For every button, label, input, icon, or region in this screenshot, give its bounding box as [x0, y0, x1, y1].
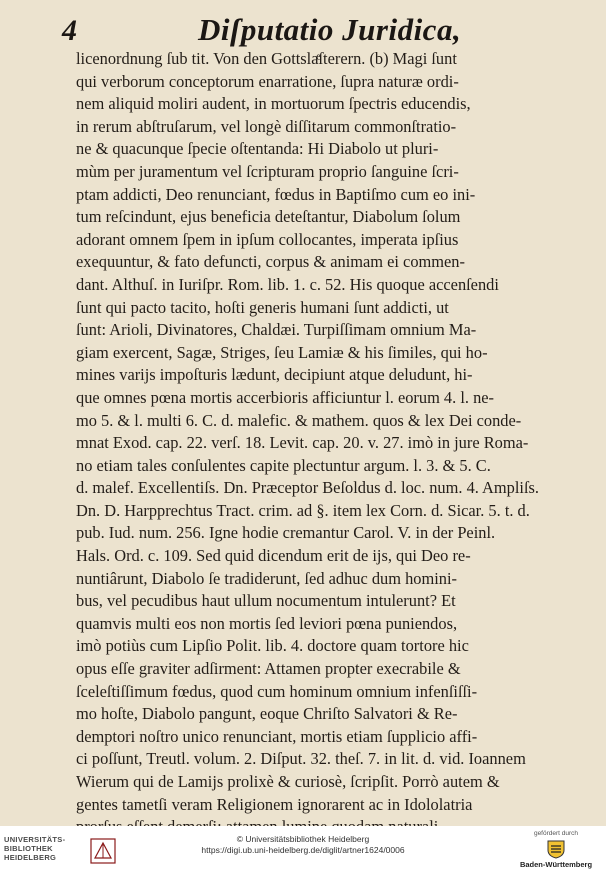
text-line: exequuntur, & fato defuncti, corpus & animam ei commen-	[76, 252, 465, 272]
text-line: Hals. Ord. c. 109. Sed quid dicendum erit de ijs, qui Deo re-	[76, 546, 471, 566]
library-name-line: UNIVERSITÄTS-	[4, 835, 66, 844]
text-line: imò potiùs cum Lipſio Polit. lib. 4. doctore quam tortore hic	[76, 636, 469, 656]
text-line: quamvis multi eos non mortis ſed leviori pœna puniendos,	[76, 613, 458, 633]
page-number: 4	[62, 14, 77, 47]
text-line: dant. Althuſ. in Iuriſpr. Rom. lib. 1. c. 52. His quoque accenſendi	[76, 274, 499, 294]
running-title: Diſputatio Juridica,	[198, 12, 462, 47]
university-library-logo[interactable]	[4, 835, 122, 867]
text-line: d. malef. Excellentiſs. Dn. Præceptor Beſoldus d. loc. num. 4. Ampliſs.	[76, 478, 539, 498]
text-line: ſceleſtiſſimum fœdus, quod cum hominum omnium infenſiſſi-	[76, 681, 478, 701]
library-name-line: BIBLIOTHEK	[4, 844, 53, 853]
text-line: ſunt qui pacto tacito, hoſti generis humani ſunt addicti, ut	[76, 297, 449, 317]
text-line: nem aliquid moliri audent, in mortuorum ſpectris educendis,	[76, 94, 471, 114]
library-crest-icon	[90, 838, 116, 864]
viewer-footer	[0, 826, 606, 871]
text-line: opus eſſe graviter adſirment: Attamen propter execrabile &	[76, 659, 461, 679]
text-line: nuntiârunt, Diabolo ſe tradiderunt, ſed adhuc dum homini-	[76, 568, 457, 588]
text-line: giam exercent, Sagæ, Striges, ſeu Lamiæ & his ſimiles, qui ho-	[76, 342, 488, 362]
credit-block	[170, 834, 436, 856]
text-line: que omnes pœna mortis accerbioris afficiuntur l. eorum 4. l. ne-	[76, 387, 494, 407]
funded-by-label: gefördert durch	[533, 830, 579, 837]
text-line: Wierum qui de Lamijs prolixè & curiosè, ſcripſit. Porrò autem &	[76, 772, 500, 791]
text-line: qui verborum conceptorum enarratione, ſupra naturæ ordi-	[76, 71, 459, 91]
funding-badge[interactable]	[510, 830, 602, 869]
text-line: ne & quacunque ſpecie oſtentanda: Hi Diabolo ut pluri-	[76, 139, 439, 159]
text-line: Dn. D. Harpprechtus Tract. crim. ad §. item lex Corn. d. Sicar. 5. t. d.	[76, 500, 530, 520]
text-line: tum reſcindunt, ejus beneficia deteſtantur, Diabolum ſolum	[76, 207, 461, 227]
text-line: pub. Iud. num. 256. Igne hodie cremantur Carol. V. in der Peinl.	[76, 523, 496, 543]
copyright-notice: © Universitätsbibliothek Heidelberg	[236, 834, 370, 844]
text-line: gentes tametſi veram Religionem ignorarent ac in Idololatria	[76, 794, 473, 814]
text-line: mnat Exod. cap. 22. verſ. 18. Levit. cap. 20. v. 27. imò in jure Roma-	[76, 433, 529, 453]
funder-name: Baden-Württemberg	[519, 860, 593, 869]
text-line: mùm per juramentum vel ſcripturam proprio ſanguine ſcri-	[76, 161, 459, 181]
text-line: ptam addicti, Deo renunciant, fœdus in Baptiſmo cum eo ini-	[76, 184, 476, 204]
state-coat-of-arms-icon	[545, 839, 567, 859]
library-name-line: HEIDELBERG	[4, 853, 57, 862]
text-line: bus, vel pecudibus haut ullum nocumentum intulerunt? Et	[76, 591, 456, 611]
text-line: licenordnung ſub tit. Von den Gottslaͤſterern. (b) Magi ſunt	[76, 49, 457, 68]
text-line: ci poſſunt, Treutl. volum. 2. Diſput. 32. theſ. 7. in lit. d. vid. Ioannem	[76, 749, 526, 769]
text-line: mines varijs impoſturis lædunt, decipiunt atque deludunt, hi-	[76, 365, 473, 385]
permalink-url[interactable]: https://digi.ub.uni-heidelberg.de/diglit/artner1624/0006	[201, 845, 405, 855]
text-line: ſunt: Arioli, Divinatores, Chaldæi. Turpiſſimam omnium Ma-	[76, 320, 477, 340]
body-text	[76, 48, 544, 861]
text-line: demptori noſtro unico renunciant, mortis etiam ſupplicio affi-	[76, 726, 478, 746]
text-line: no etiam tales conſulentes capite plectuntur argum. l. 3. & 5. C.	[76, 455, 491, 475]
text-line: adorant omnem ſpem in ipſum collocantes, imperata ipſius	[76, 229, 459, 249]
text-line: in rerum abſtruſarum, vel longè diſſitarum commonſtratio-	[76, 116, 457, 136]
text-line: mo hoſte, Diabolo pangunt, eoque Chriſto Salvatori & Re-	[76, 704, 458, 724]
text-line: mo 5. & l. multi 6. C. d. malefic. & mathem. quos & lex Dei conde-	[76, 410, 522, 430]
